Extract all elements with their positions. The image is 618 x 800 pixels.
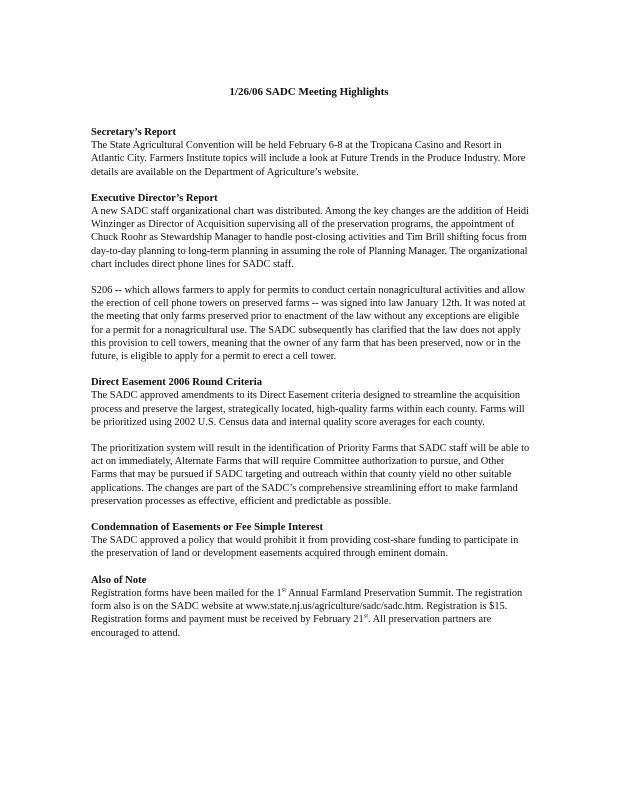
section-direct-easement-criteria bbox=[91, 376, 531, 508]
section-also-of-note bbox=[91, 574, 531, 640]
document-title: 1/26/06 SADC Meeting Highlights bbox=[229, 86, 389, 98]
section-condemnation-of-easements bbox=[91, 521, 531, 561]
paragraph: The State Agricultural Convention will be held February 6-8 at the Tropicana Casino and Resort in Atlantic City. Farmers Institute topics will include a look at Future Trends in the Produce Industry. More details are available on the Department of Agriculture’s website. bbox=[91, 140, 526, 178]
section-heading: Executive Director’s Report bbox=[91, 192, 218, 204]
note-text-part: Registration forms have been mailed for the 1 bbox=[91, 587, 282, 599]
note-text-part: Annual Farmland Preservation Summit. The registration form also is on the SADC website at www.state.nj.us/agriculture/sadc/sadc.htm. Registration is $15. Registration forms and payment must be received by February 21 bbox=[91, 587, 523, 626]
section-heading: Condemnation of Easements or Fee Simple Interest bbox=[91, 522, 324, 534]
section-heading: Also of Note bbox=[91, 574, 147, 586]
paragraph: The SADC approved a policy that would prohibit it from providing cost-share funding to participate in the preservation of land or development easements acquired through eminent domain. bbox=[91, 535, 519, 560]
section-secretarys-report bbox=[91, 126, 531, 179]
ordinal-suffix: st bbox=[363, 612, 369, 620]
paragraph bbox=[91, 587, 531, 640]
paragraph: A new SADC staff organizational chart was distributed. Among the key changes are the addition of Heidi Winzinger as Director of Acquisition supervising all of the preservation programs, the appointment of Chuck Roohr as Stewardship Manager to handle post-closing activities and Tim Brill shifting focus from day-to-day planning to long-term planning in assuming the role of Planning Manager. The organizational chart includes direct phone lines for SADC staff. bbox=[91, 206, 529, 270]
section-heading: Direct Easement 2006 Round Criteria bbox=[91, 377, 263, 389]
paragraph: The SADC approved amendments to its Direct Easement criteria designed to streamline the acquisition process and preserve the largest, strategically located, high-quality farms within each county. Farms will be prioritized using 2002 U.S. Census data and internal quality score averages for each county. bbox=[91, 390, 525, 428]
ordinal-suffix: st bbox=[281, 586, 287, 594]
section-heading: Secretary’s Report bbox=[91, 127, 177, 138]
section-executive-directors-report bbox=[91, 192, 531, 363]
paragraph: The prioritization system will result in the identification of Priority Farms that SADC staff will be able to act on immediately, Alternate Farms that will require Committee authorization to pursue, and Other Farms that may be pursued if SADC targeting and outreach within that county yield no other suitable applications. The changes are part of the SADC’s comprehensive streamlining effort to make farmland preservation processes as effective, efficient and predictable as possible. bbox=[91, 443, 530, 507]
note-text-part: . All preservation partners are encouraged to attend. bbox=[91, 614, 492, 639]
document-body bbox=[91, 126, 531, 640]
paragraph: S206 -- which allows farmers to apply for permits to conduct certain nonagricultural activities and allow the erection of cell phone towers on preserved farms -- was signed into law January 12th. It was noted at the meeting that only farms preserved prior to enactment of the law without any exceptions are eligible for a permit for a nonagricultural use. The SADC subsequently has clarified that the law does not apply this provision to cell towers, meaning that the owner of any farm that has been preserved, now or in the future, is eligible to apply for a permit to erect a cell tower. bbox=[91, 285, 526, 363]
